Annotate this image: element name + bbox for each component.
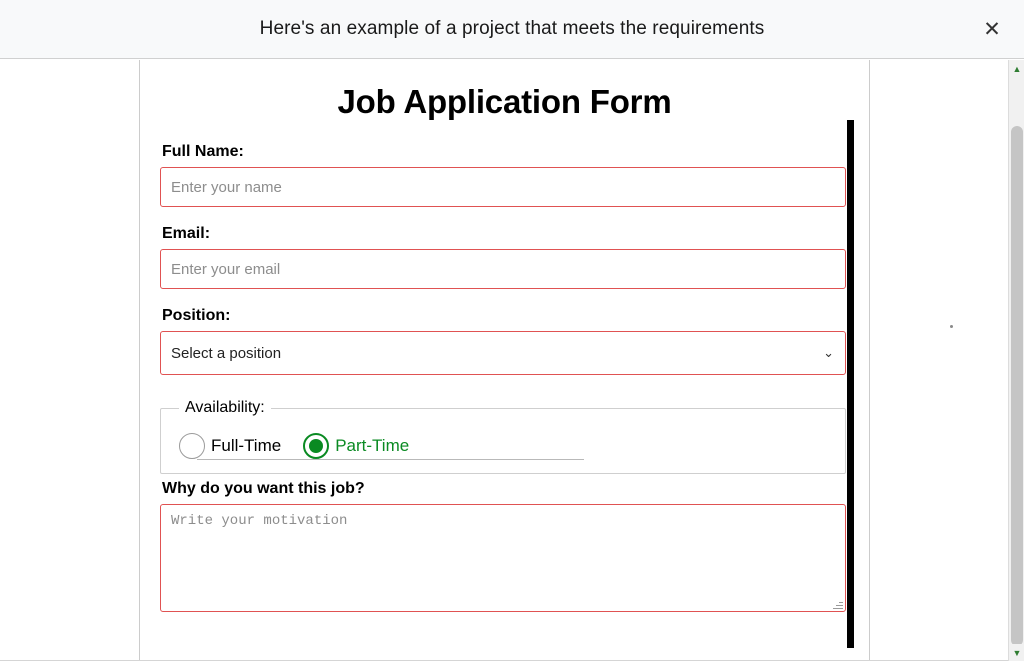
availability-legend: Availability: <box>185 399 265 416</box>
motivation-wrapper <box>160 504 846 612</box>
page-title: Job Application Form <box>337 83 672 120</box>
full-name-input[interactable] <box>160 167 846 207</box>
page-content <box>0 60 1024 661</box>
scroll-up-icon[interactable]: ▲ <box>1009 60 1024 77</box>
vertical-scrollbar[interactable] <box>1008 60 1024 661</box>
radio-icon-checked[interactable] <box>303 433 329 459</box>
document-column <box>139 60 870 661</box>
full-name-label: Full Name: <box>162 143 244 160</box>
position-select-wrapper <box>160 331 846 375</box>
email-input[interactable] <box>160 249 846 289</box>
position-select[interactable] <box>160 331 846 375</box>
motivation-label: Why do you want this job? <box>162 480 365 497</box>
radio-label-full-time: Full-Time <box>211 436 282 455</box>
radio-icon-unchecked[interactable] <box>179 433 205 459</box>
scrollbar-thumb[interactable] <box>1011 126 1023 646</box>
radio-option-part-time[interactable] <box>303 433 431 459</box>
close-icon[interactable]: ✕ <box>983 17 1001 41</box>
availability-options <box>179 433 835 459</box>
availability-fieldset <box>160 399 846 474</box>
spacer <box>160 207 849 225</box>
stray-dot <box>950 325 953 328</box>
strikethrough-line <box>197 459 584 460</box>
banner-title: Here's an example of a project that meets the requirements <box>259 18 765 39</box>
email-label: Email: <box>162 225 211 242</box>
radio-label-part-time: Part-Time <box>335 436 410 455</box>
job-application-form <box>140 83 869 612</box>
position-label: Position: <box>162 307 231 324</box>
overlay-bar <box>847 120 854 648</box>
notice-banner <box>0 0 1024 59</box>
motivation-textarea[interactable] <box>160 504 846 612</box>
scroll-down-icon[interactable]: ▼ <box>1009 644 1024 661</box>
spacer <box>160 289 849 307</box>
radio-option-full-time[interactable] <box>179 433 303 459</box>
chevron-down-icon: ⌄ <box>823 345 834 360</box>
